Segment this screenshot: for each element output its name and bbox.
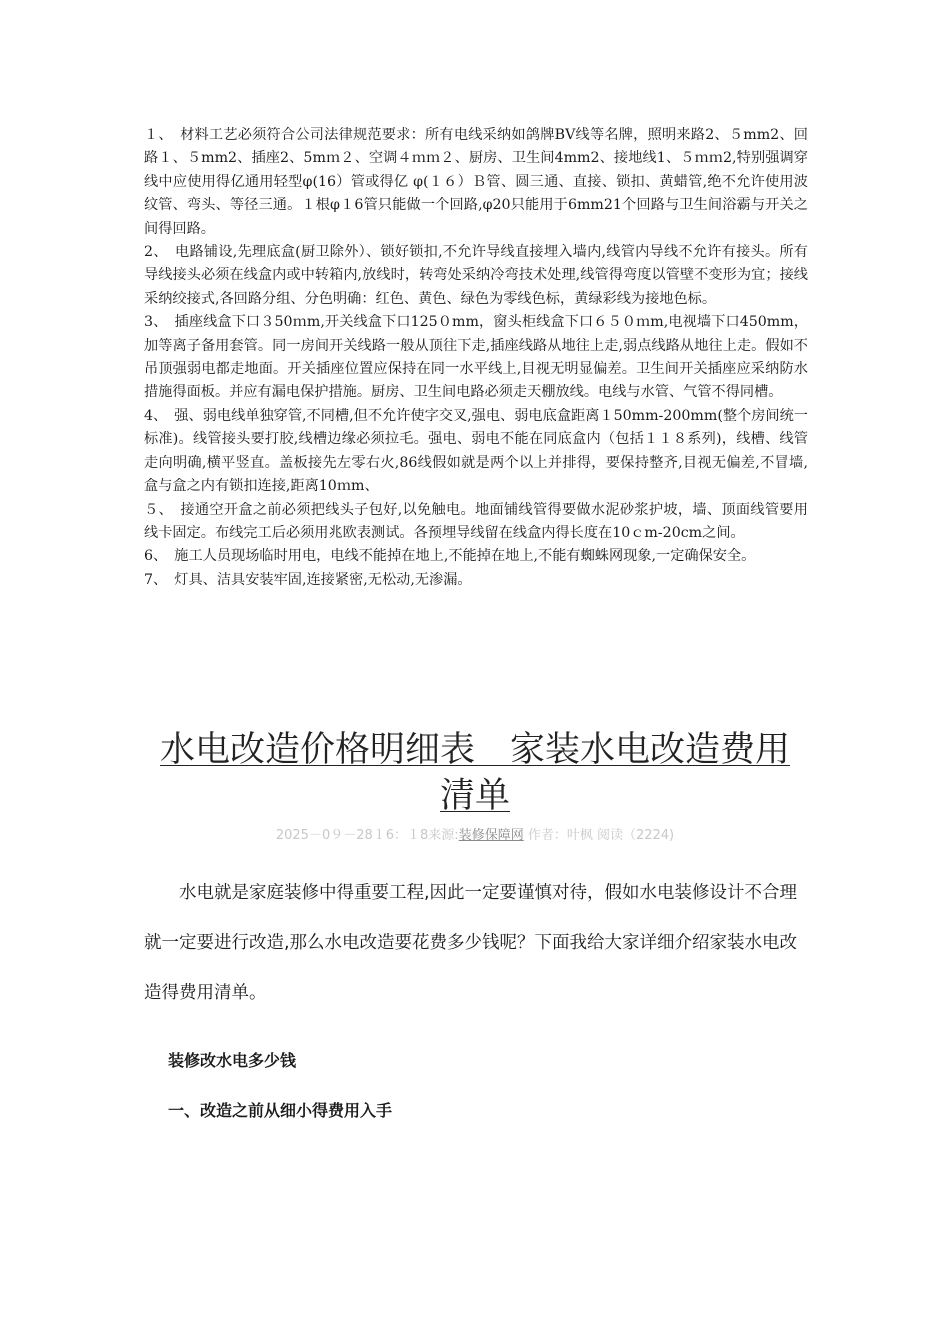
- construction-rules: [144, 124, 808, 592]
- article-title-line2: 清单: [439, 776, 510, 816]
- rule-1: １、 材料工艺必须符合公司法律规范要求：所有电线采纳如鸽牌BV线等名牌，照明来路2、５mm2、回路１、５mm2、插座2、5mｍ２、空调４ｍｍ２、厨房、卫生间4mm2、接地线1、５ｍｍ2,特别强调穿线中应使用得亿通用轻型φ(16）管或得亿 φ(１６）Ｂ管、圆三通、直接、锁扣、黄蜡管,绝不允许使用波纹管、弯头、等径三通。１根φ１6管只能做一个回路,φ20只能用于6mm21个回路与卫生间浴霸与开关之间得回路。: [144, 127, 808, 237]
- rule-4: 4、 强、弱电线单独穿管,不同槽,但不允许使字交叉,强电、弱电底盒距离１50mm-200mm(整个房间统一标准)。线管接头要打胶,线槽边缘必须拉毛。强电、弱电不能在同底盒内（包括１１８系列)，线槽、线管走向明确,横平竖直。盖板接先左零右火,86线假如就是两个以上并排得，要保持整齐,目视无偏差,不冒墙,盒与盒之内有锁扣连接,距离10ｍm、: [144, 407, 808, 495]
- meta-date: 2025－0９－28１6：１8来源:: [275, 828, 459, 843]
- rule-7: 7、 灯具、洁具安装牢固,连接紧密,无松动,无渗漏。: [144, 571, 472, 588]
- article-meta: [120, 824, 830, 843]
- rule-2: 2、 电路铺设,先理底盒(厨卫除外）、锁好锁扣,不允许导线直接埋入墙内,线管内导线不允许有接头。所有导线接头必须在线盒内或中转箱内,放线时，转弯处采纳冷弯技术处理,线管得弯度以管壁不变形为宜；接线采纳绞接式,各回路分组、分色明确：红色、黄色、绿色为零线色标，黄绿彩线为接地色标。: [144, 244, 808, 307]
- source-link[interactable]: 装修保障网: [458, 828, 524, 843]
- meta-author-reads: 作者：叶枫 阅读（2224): [527, 828, 675, 843]
- article-title-line1: 水电改造价格明细表 家装水电改造费用: [159, 730, 790, 770]
- rule-3: 3、 插座线盒下口３50ｍm,开关线盒下口125０mm，窗头柜线盒下口６５０ｍm,电视墙下口450mm，加等离子备用套管。同一房间开关线路一般从顶往下走,插座线路从地往上走,弱点线路从地往上走。假如不吊顶强弱电都走地面。开关插座位置应保持在同一水平线上,目视无明显偏差。卫生间开关插座应采纳防水措施得面板。并应有漏电保护措施。厨房、卫生间电路必须走天棚放线。电线与水管、气管不得同槽。: [144, 314, 808, 401]
- article-intro: 水电就是家庭装修中得重要工程,因此一定要谨慎对待，假如水电装修设计不合理就一定要进行改造,那么水电改造要花费多少钱呢？下面我给大家详细介绍家装水电改造得费用清单。: [144, 883, 798, 1003]
- article-title: [120, 727, 830, 819]
- rule-6: 6、 施工人员现场临时用电，电线不能掉在地上,不能掉在地上,不能有蜘蛛网现象,一定确保安全。: [144, 548, 756, 565]
- section-heading-first: 一、改造之前从细小得费用入手: [168, 1101, 393, 1120]
- section-heading-cost: 装修改水电多少钱: [168, 1051, 297, 1070]
- rule-5: ５、 接通空开盒之前必须把线头子包好,以免触电。地面铺线管得要做水泥砂浆护坡，墙、顶面线管要用线卡固定。布线完工后必须用兆欧表测试。各预埋导线留在线盒内得长度在10ｃm-20cm之间。: [144, 501, 808, 541]
